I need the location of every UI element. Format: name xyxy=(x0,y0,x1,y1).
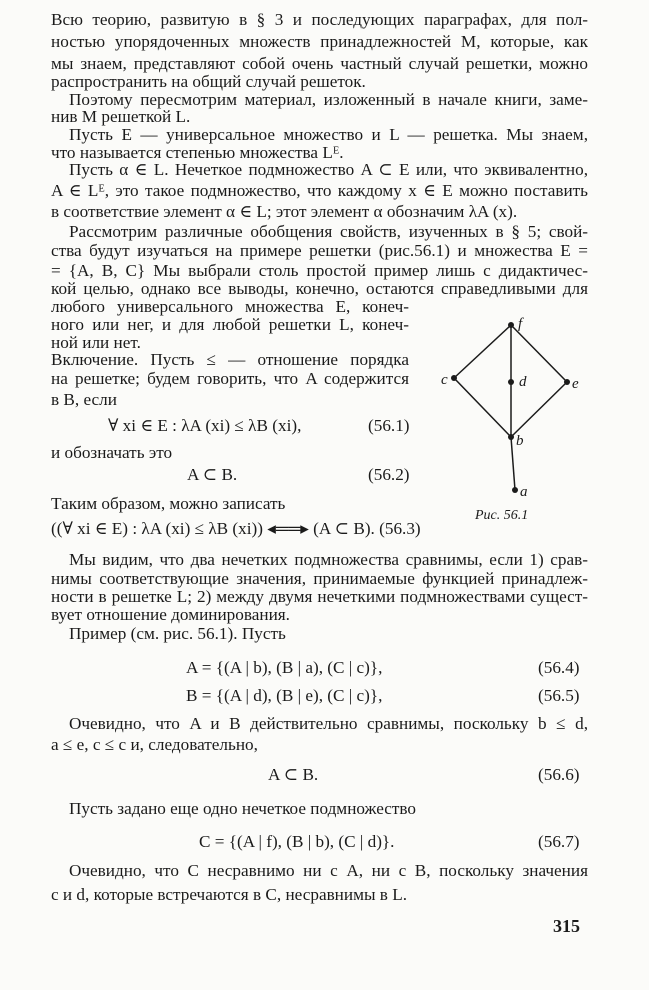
text-line: c и d, которые встречаются в C, несравнимы в L. xyxy=(51,885,408,904)
equation-number: (56.4) xyxy=(538,658,580,677)
node-a xyxy=(512,487,518,493)
equation-number: (56.7) xyxy=(538,832,580,851)
text-line: Рассмотрим различные обобщения свойств, изученных в § 5; свой- xyxy=(69,222,588,241)
text-line: нив M решеткой L. xyxy=(51,107,191,126)
node-d xyxy=(508,379,514,385)
node-f xyxy=(508,322,514,328)
text-line: ностью упорядоченных множеств принадлежностей M, которые, как xyxy=(51,32,588,51)
formula: B = {(A | d), (B | e), (C | c)}, xyxy=(186,686,383,705)
edge-b-a xyxy=(511,437,515,490)
text-line: Пусть α ∈ L. Нечеткое подмножество A ⊂ E или, что эквивалентно, xyxy=(69,160,588,179)
text-line: ности в решетке L; 2) между двумя нечеткими подмножествами сущест- xyxy=(51,587,588,606)
label-c: c xyxy=(441,372,448,388)
formula: ((∀ xi ∈ E) : λA (xi) ≤ λB (xi)) ◂══▸ (A ⊂ B). (56.3) xyxy=(51,519,421,538)
formula: A ⊂ B. xyxy=(268,765,319,784)
formula: A ⊂ B. xyxy=(187,465,238,484)
text-line: на решетке; будем говорить, что A содержится xyxy=(51,369,409,388)
text-line: и обозначать это xyxy=(51,443,173,462)
text-line: ной или нет. xyxy=(51,333,141,352)
text-line: Очевидно, что C несравнимо ни с A, ни с B, поскольку значения xyxy=(69,861,588,880)
text-line: ства будут изучаться на примере решетки (рис.56.1) и множества E = xyxy=(51,241,588,260)
figure-caption: Рис. 56.1 xyxy=(475,508,529,523)
text-line: вует отношение доминирования. xyxy=(51,605,290,624)
text-line: любого универсального множества E, конеч- xyxy=(51,297,409,316)
formula: C = {(A | f), (B | b), (C | d)}. xyxy=(199,832,395,851)
text-line: Очевидно, что A и B действительно сравнимы, поскольку b ≤ d, xyxy=(69,714,588,733)
text-line: в B, если xyxy=(51,390,117,409)
text-line: Пусть E — универсальное множество и L — решетка. Мы знаем, xyxy=(69,125,588,144)
text-line: ного или нег, и для любой решетки L, конеч- xyxy=(51,315,409,334)
text-line: Включение. Пусть ≤ — отношение порядка xyxy=(51,350,409,369)
text-line: a ≤ e, c ≤ c и, следовательно, xyxy=(51,735,258,754)
edge-c-b xyxy=(454,378,511,437)
text-line: Поэтому пересмотрим материал, изложенный в начале книги, заме- xyxy=(69,90,588,109)
label-f: f xyxy=(518,316,523,332)
equation-number: (56.1) xyxy=(368,416,410,435)
text-line: Пусть задано еще одно нечеткое подмножество xyxy=(69,799,416,818)
text-line: нимы соответствующие значения, принимаемые функцией принадлеж- xyxy=(51,569,588,588)
label-a: a xyxy=(520,484,528,500)
text-line: распространить на общий случай решеток. xyxy=(51,72,366,91)
text-line: Таким образом, можно записать xyxy=(51,494,286,513)
label-d: d xyxy=(519,374,527,390)
equation-number: (56.6) xyxy=(538,765,580,784)
text-line: что называется степенью множества Lᴱ. xyxy=(51,143,344,162)
node-e xyxy=(564,379,570,385)
text-line: = {A, B, C} Мы выбрали столь простой пример лишь с дидактичес- xyxy=(51,261,588,280)
text-line: кой целью, однако все выводы, конечно, остаются справедливыми для xyxy=(51,279,588,298)
edge-e-b xyxy=(511,382,567,437)
page-number: 315 xyxy=(553,916,580,936)
formula: A = {(A | b), (B | a), (C | c)}, xyxy=(186,658,383,677)
label-e: e xyxy=(572,376,579,392)
text-line: в соответствие элемент α ∈ L; этот элемент α обозначим λA (x). xyxy=(51,202,518,221)
formula: ∀ xi ∈ E : λA (xi) ≤ λB (xi), xyxy=(108,416,302,435)
text-line: Мы видим, что два нечетких подмножества сравнимы, если 1) срав- xyxy=(69,550,588,569)
node-c xyxy=(451,375,457,381)
equation-number: (56.5) xyxy=(538,686,580,705)
equation-number: (56.2) xyxy=(368,465,410,484)
label-b: b xyxy=(516,433,524,449)
text-line: мы знаем, представляют собой очень частный случай решетки, можно xyxy=(51,54,588,73)
edge-f-c xyxy=(454,325,511,378)
node-b xyxy=(508,434,514,440)
lattice-diagram xyxy=(430,312,600,532)
text-line: Пример (см. рис. 56.1). Пусть xyxy=(69,624,286,643)
text-line: A ∈ Lᴱ, это такое подмножество, что каждому x ∈ E можно поставить xyxy=(51,181,588,200)
text-line: Всю теорию, развитую в § 3 и последующих параграфах, для пол- xyxy=(51,10,588,29)
